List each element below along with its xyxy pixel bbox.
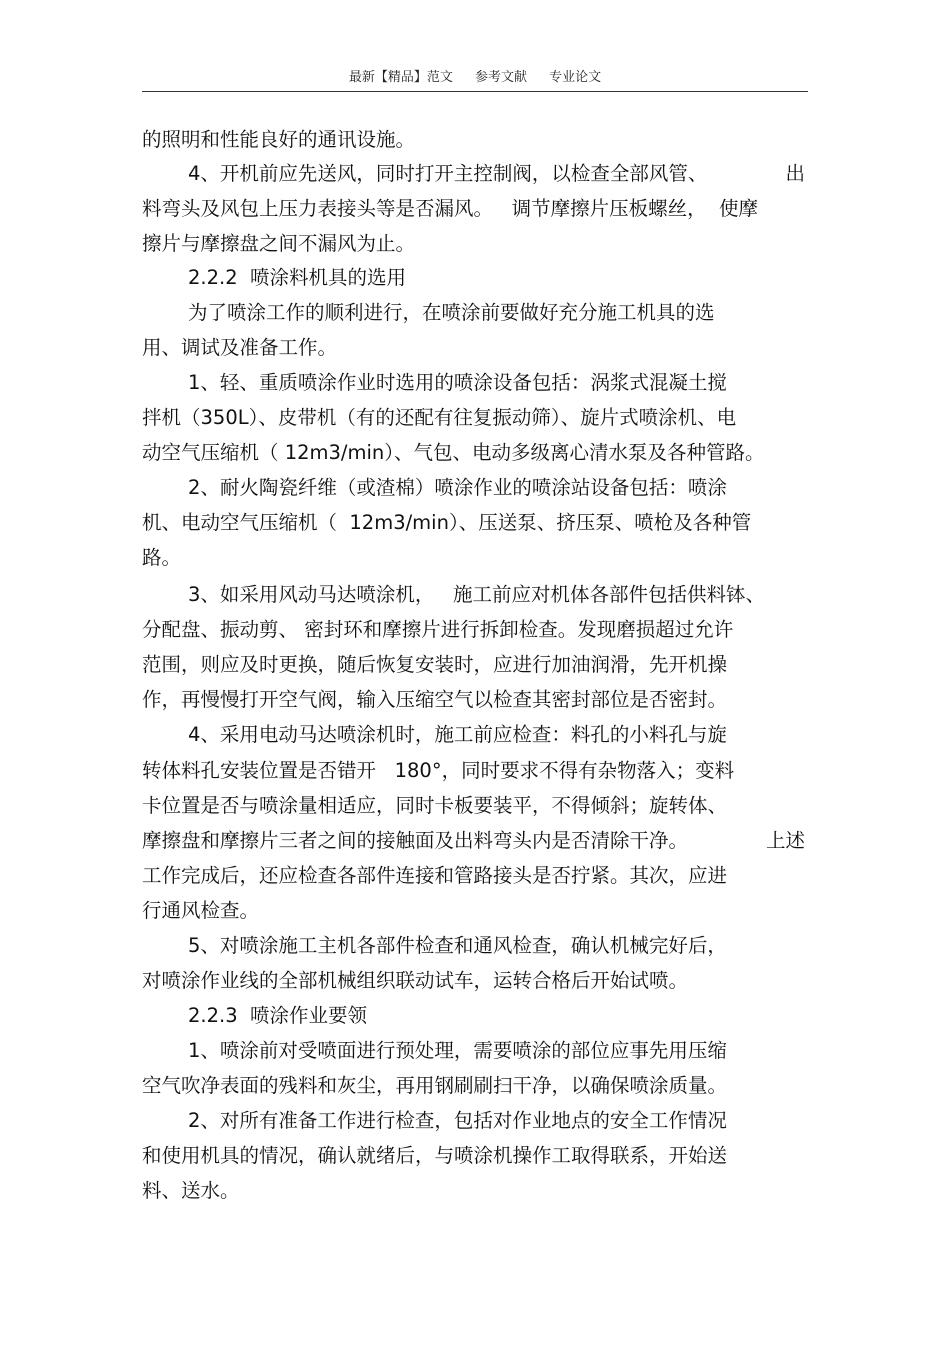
text-line: 和使用机具的情况，确认就绪后，与喷涂机操作工取得联系，开始送 bbox=[142, 1144, 728, 1167]
section-heading: 2.2.3 喷涂作业要领 bbox=[188, 1004, 368, 1027]
text-line: 动空气压缩机（ 12m3/min）、气包、电动多级离心清水泵及各种管路。 bbox=[142, 441, 765, 464]
text-line: 空气吹净表面的残料和灰尘，再用钢刷刷扫干净，以确保喷涂质量。 bbox=[142, 1074, 728, 1097]
text-line: 2、耐火陶瓷纤维（或渣棉）喷涂作业的喷涂站设备包括：喷涂 bbox=[188, 476, 727, 499]
text-line: 转体料孔安装位置是否错开 180°，同时要求不得有杂物落入；变料 bbox=[142, 759, 735, 782]
text-line: 为了喷涂工作的顺利进行，在喷涂前要做好充分施工机具的选 bbox=[188, 301, 715, 324]
text-line: 行通风检查。 bbox=[142, 899, 260, 922]
text-line: 1、喷涂前对受喷面进行预处理，需要喷涂的部位应事先用压缩 bbox=[188, 1039, 727, 1062]
text-line: 出 bbox=[785, 162, 805, 185]
text-line: 4、开机前应先送风，同时打开主控制阀，以检查全部风管、 bbox=[188, 162, 708, 185]
text-line: 1、轻、重质喷涂作业时选用的喷涂设备包括：涡浆式混凝土搅 bbox=[188, 371, 727, 394]
text-line: 3、如采用风动马达喷涂机， 施工前应对机体各部件包括供料钵、 bbox=[188, 583, 766, 606]
text-line: 4、采用电动马达喷涂机时，施工前应检查：料孔的小料孔与旋 bbox=[188, 723, 727, 746]
text-line: 摩擦盘和摩擦片三者之间的接触面及出料弯头内是否清除干净。 bbox=[142, 829, 689, 852]
section-heading: 2.2.2 喷涂料机具的选用 bbox=[188, 266, 407, 289]
header-item: 最新【精品】范文 bbox=[348, 70, 453, 85]
text-line: 卡位置是否与喷涂量相适应，同时卡板要装平，不得倾斜；旋转体、 bbox=[142, 794, 728, 817]
page-header bbox=[142, 66, 808, 85]
text-line: 作，再慢慢打开空气阀，输入压缩空气以检查其密封部位是否密封。 bbox=[142, 688, 728, 711]
text-line: 上述 bbox=[765, 829, 805, 852]
text-line: 2、对所有准备工作进行检查，包括对作业地点的安全工作情况 bbox=[188, 1109, 727, 1132]
text-line: 范围，则应及时更换，随后恢复安装时，应进行加油润滑，先开机操 bbox=[142, 653, 728, 676]
text-line: 的照明和性能良好的通讯设施。 bbox=[142, 128, 416, 151]
text-line: 分配盘、振动剪、 密封环和摩擦片进行拆卸检查。发现磨损超过允许 bbox=[142, 618, 734, 641]
text-line: 用、调试及准备工作。 bbox=[142, 336, 338, 359]
text-line: 路。 bbox=[142, 546, 182, 569]
text-line: 料弯头及风包上压力表接头等是否漏风。 调节摩擦片压板螺丝， 使摩 bbox=[142, 197, 758, 220]
text-line: 工作完成后，还应检查各部件连接和管路接头是否拧紧。其次，应进 bbox=[142, 864, 728, 887]
text-line: 料、送水。 bbox=[142, 1179, 240, 1202]
text-line: 5、对喷涂施工主机各部件检查和通风检查，确认机械完好后， bbox=[188, 934, 727, 957]
header-item: 参考文献 bbox=[474, 70, 527, 85]
header-rule bbox=[142, 91, 808, 92]
header-item: 专业论文 bbox=[549, 70, 602, 85]
text-line: 对喷涂作业线的全部机械组织联动试车，运转合格后开始试喷。 bbox=[142, 969, 689, 992]
text-line: 擦片与摩擦盘之间不漏风为止。 bbox=[142, 232, 416, 255]
text-line: 拌机（350L）、皮带机（有的还配有往复振动筛）、旋片式喷涂机、电 bbox=[142, 406, 737, 429]
text-line: 机、电动空气压缩机（ 12m3/min）、压送泵、挤压泵、喷枪及各种管 bbox=[142, 511, 752, 534]
